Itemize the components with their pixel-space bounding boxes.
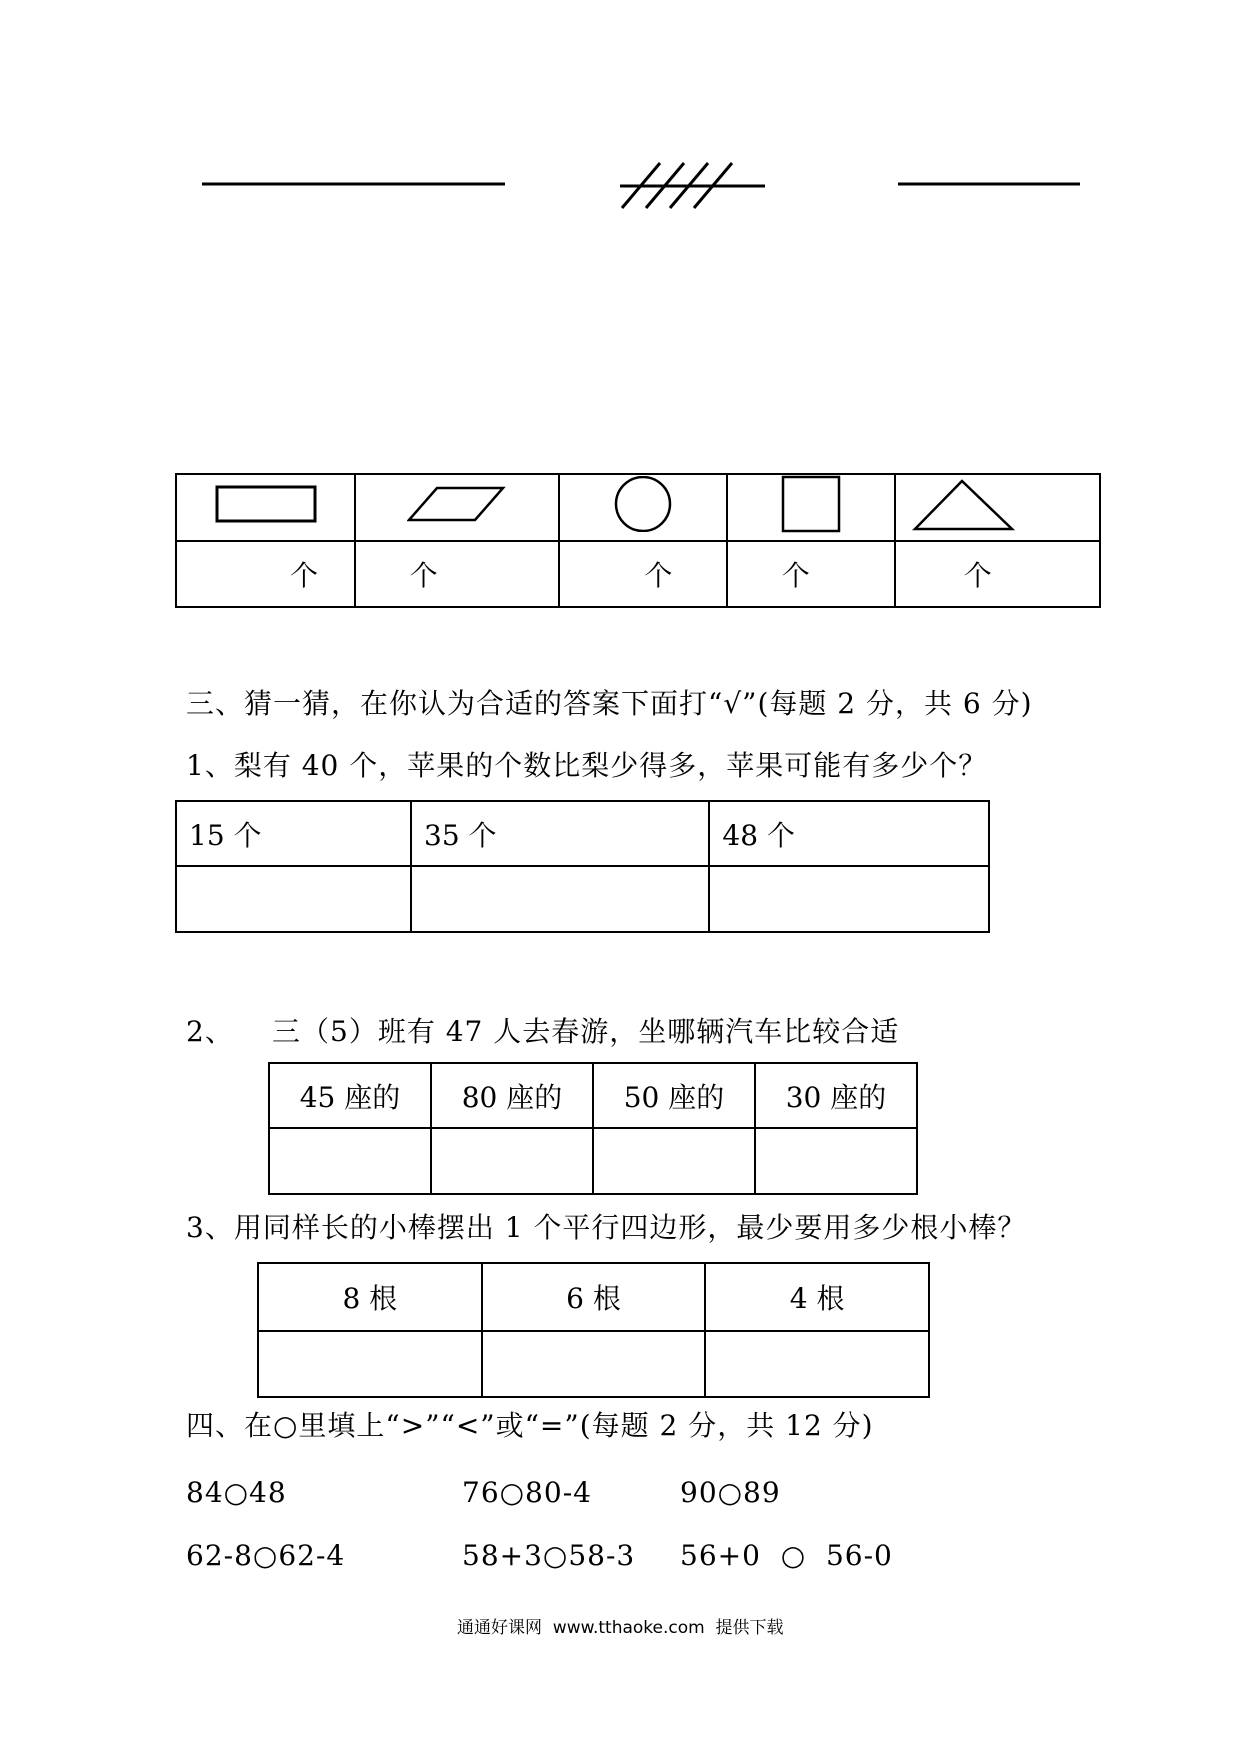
cell-square bbox=[727, 474, 895, 541]
cell-triangle bbox=[895, 474, 1100, 541]
cell-circle bbox=[559, 474, 726, 541]
option-label: 35 个 bbox=[411, 801, 709, 866]
compare-item[interactable]: 58+3○58-3 bbox=[462, 1539, 636, 1572]
option-label: 45 座的 bbox=[269, 1063, 431, 1128]
q2-options-table bbox=[268, 1062, 918, 1195]
q1-text: 1、梨有 40 个，苹果的个数比梨少得多，苹果可能有多少个？ bbox=[186, 749, 988, 782]
answer-cell[interactable] bbox=[593, 1128, 755, 1194]
cell-parallelogram bbox=[355, 474, 560, 541]
option-label: 6 根 bbox=[482, 1263, 706, 1331]
option-label: 4 根 bbox=[705, 1263, 929, 1331]
answer-cell[interactable] bbox=[755, 1128, 917, 1194]
q3-text: 3、用同样长的小棒摆出 1 个平行四边形，最少要用多少根小棒？ bbox=[186, 1211, 1027, 1244]
answer-cell[interactable] bbox=[709, 866, 989, 932]
count-cell[interactable]: 个 bbox=[895, 541, 1100, 607]
option-label: 50 座的 bbox=[593, 1063, 755, 1128]
q1-options-table bbox=[175, 800, 990, 933]
answer-cell[interactable] bbox=[431, 1128, 593, 1194]
q2-text: 三（5）班有 47 人去春游，坐哪辆汽车比较合适 bbox=[272, 1015, 900, 1048]
answer-cell[interactable] bbox=[176, 866, 411, 932]
shape-count-table bbox=[175, 473, 1101, 608]
answer-cell[interactable] bbox=[269, 1128, 431, 1194]
section4-heading: 四、在○里填上“>”“<”或“=”(每题 2 分，共 12 分) bbox=[186, 1409, 874, 1442]
rectangle-icon bbox=[210, 481, 320, 527]
option-label: 80 座的 bbox=[431, 1063, 593, 1128]
compare-item[interactable]: 56+0 ○ 56-0 bbox=[680, 1539, 893, 1572]
compare-item[interactable]: 90○89 bbox=[680, 1476, 781, 1509]
compare-item[interactable]: 84○48 bbox=[186, 1476, 287, 1509]
cell-rectangle bbox=[176, 474, 355, 541]
parallelogram-icon bbox=[407, 484, 507, 524]
compare-item[interactable]: 62-8○62-4 bbox=[186, 1539, 346, 1572]
compare-item[interactable]: 76○80-4 bbox=[462, 1476, 592, 1509]
crossed-lines-figure bbox=[620, 163, 765, 208]
top-line-segments bbox=[0, 0, 1240, 260]
answer-cell[interactable] bbox=[482, 1331, 706, 1397]
answer-cell[interactable] bbox=[411, 866, 709, 932]
footer-source: 通通好课网 www.tthaoke.com 提供下载 bbox=[457, 1618, 784, 1638]
count-cell[interactable]: 个 bbox=[727, 541, 895, 607]
q3-options-table bbox=[257, 1262, 930, 1398]
count-cell[interactable]: 个 bbox=[355, 541, 560, 607]
q2-number: 2、 bbox=[186, 1015, 234, 1048]
option-label: 8 根 bbox=[258, 1263, 482, 1331]
option-label: 30 座的 bbox=[755, 1063, 917, 1128]
answer-cell[interactable] bbox=[258, 1331, 482, 1397]
section3-heading: 三、猜一猜，在你认为合适的答案下面打“√”(每题 2 分，共 6 分) bbox=[186, 687, 1033, 720]
count-cell[interactable]: 个 bbox=[559, 541, 726, 607]
option-label: 48 个 bbox=[709, 801, 989, 866]
square-icon bbox=[779, 475, 843, 533]
count-cell[interactable]: 个 bbox=[176, 541, 355, 607]
triangle-icon bbox=[910, 475, 1030, 533]
answer-cell[interactable] bbox=[705, 1331, 929, 1397]
circle-icon bbox=[611, 476, 675, 532]
option-label: 15 个 bbox=[176, 801, 411, 866]
